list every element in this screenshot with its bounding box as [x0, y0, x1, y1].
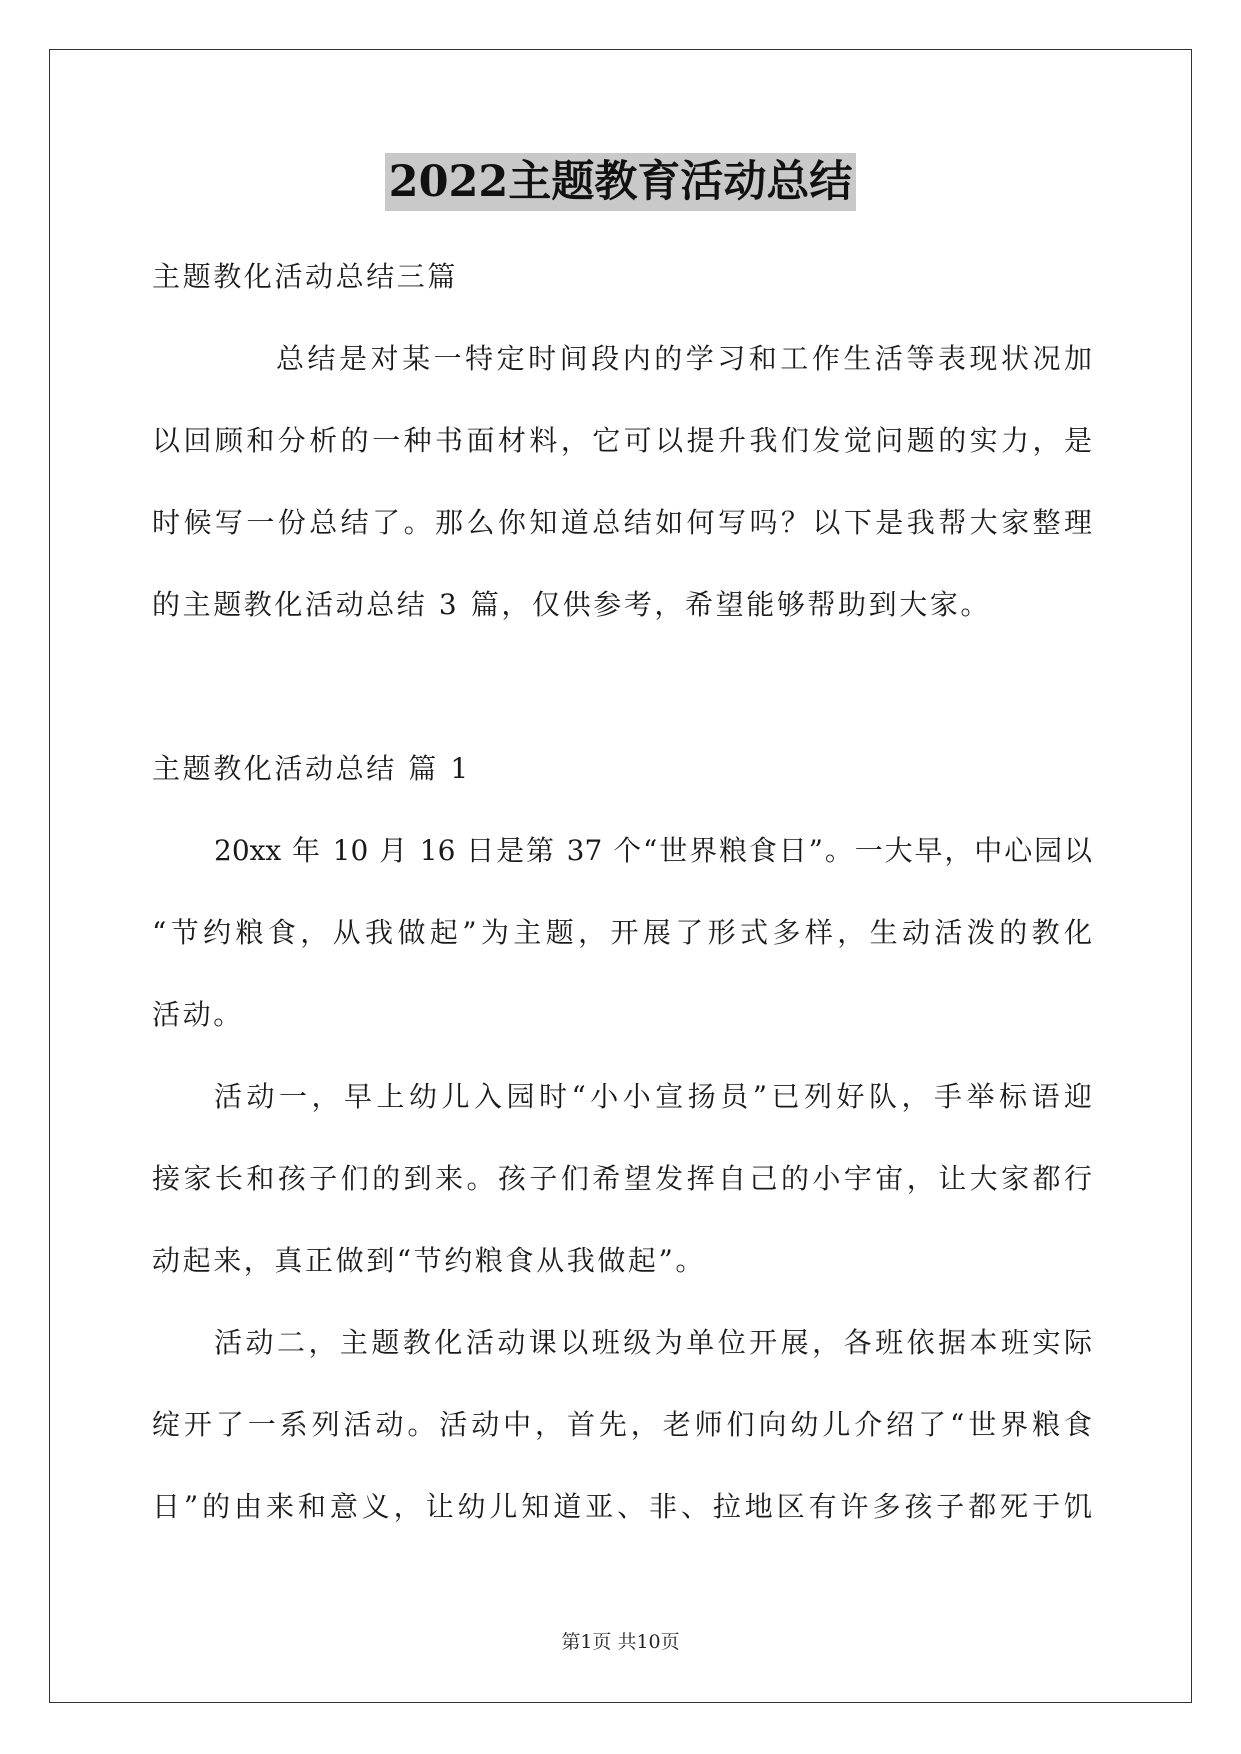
paragraph-line: 动起来，真正做到“节约粮食从我做起”。: [152, 1244, 707, 1277]
document-body: [152, 236, 1092, 1548]
paragraph-line: 活动二，主题教化活动课以班级为单位开展，各班依据本班实际: [214, 1326, 1092, 1359]
intro-line: 以回顾和分析的一种书面材料，它可以提升我们发觉问题的实力，是: [152, 424, 1092, 457]
intro-line: 的主题教化活动总结 3 篇，仅供参考，希望能够帮助到大家。: [152, 588, 992, 621]
document-title: 2022主题教育活动总结: [385, 153, 857, 211]
paragraph-line: 绽开了一系列活动。活动中，首先，老师们向幼儿介绍了“世界粮食: [152, 1408, 1092, 1441]
intro-line: 时候写一份总结了。那么你知道总结如何写吗？以下是我帮大家整理: [152, 506, 1092, 539]
paragraph-line: 日”的由来和意义，让幼儿知道亚、非、拉地区有许多孩子都死于饥: [152, 1490, 1092, 1523]
paragraph-line: 接家长和孩子们的到来。孩子们希望发挥自己的小宇宙，让大家都行: [152, 1162, 1092, 1195]
section-gap: [152, 646, 1092, 728]
intro-line: 总结是对某一特定时间段内的学习和工作生活等表现状况加: [276, 342, 1092, 375]
paragraph-line: 活动一，早上幼儿入园时“小小宣扬员”已列好队，手举标语迎: [214, 1080, 1092, 1113]
document-subtitle: 主题教化活动总结三篇: [152, 260, 459, 293]
page-footer: 第1页 共10页: [561, 1631, 680, 1653]
title-container: [0, 153, 1241, 211]
section-heading: 主题教化活动总结 篇 1: [152, 752, 471, 785]
paragraph-line: 20xx 年 10 月 16 日是第 37 个“世界粮食日”。一大早，中心园以: [214, 834, 1092, 867]
paragraph-line: “节约粮食，从我做起”为主题，开展了形式多样，生动活泼的教化: [152, 916, 1092, 949]
paragraph-line: 活动。: [152, 998, 244, 1031]
